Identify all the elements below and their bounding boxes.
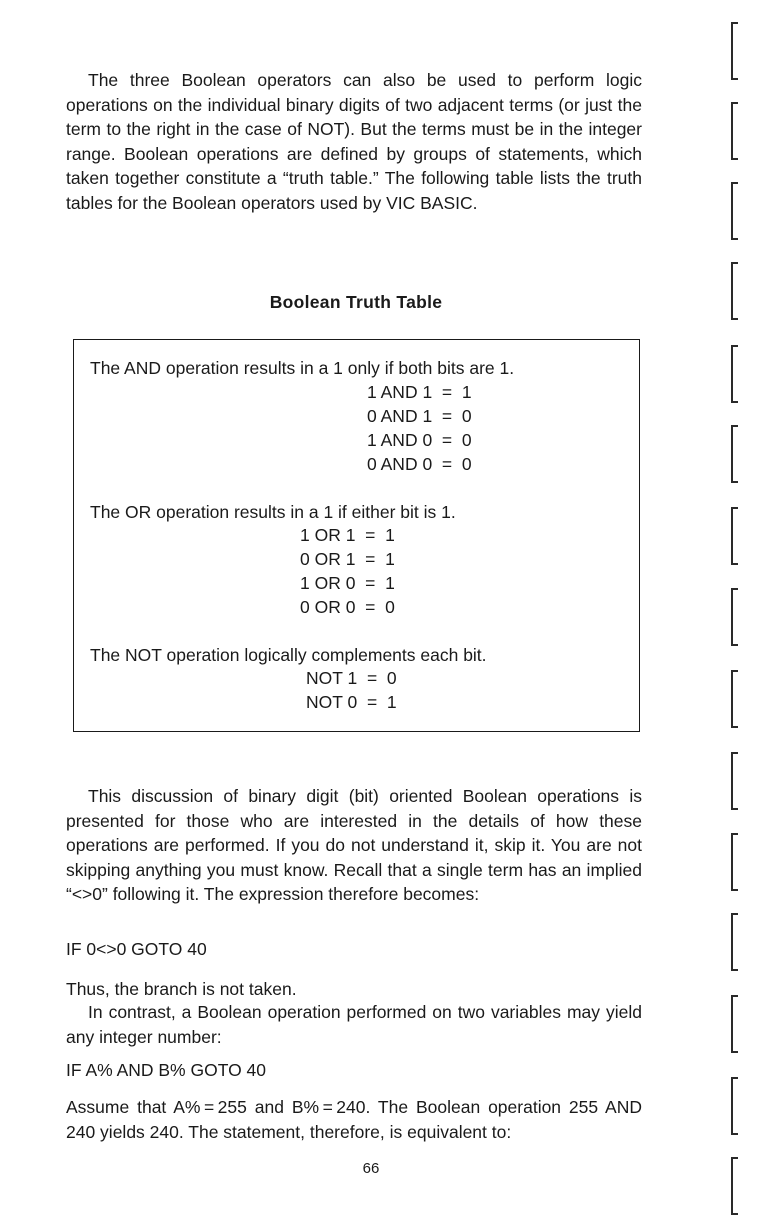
margin-tab	[731, 670, 738, 728]
table-title: Boolean Truth Table	[269, 292, 443, 312]
margin-tab	[731, 1157, 738, 1215]
or-description: The OR operation results in a 1 if either bit is 1.	[90, 502, 456, 522]
not-row: NOT 0 = 1	[306, 692, 397, 712]
thus-line: Thus, the branch is not taken.	[66, 979, 297, 999]
margin-tab	[731, 995, 738, 1053]
or-row: 0 OR 1 = 1	[300, 549, 395, 569]
truth-table-box	[73, 339, 640, 732]
margin-tab	[731, 913, 738, 971]
and-description: The AND operation results in a 1 only if both bits are 1.	[90, 358, 515, 378]
intro-paragraph: The three Boolean operators can also be used to perform logic operations on the individual binary digits of two adjacent terms (or just the term to the right in the case of NOT). But the terms must be in the integer range. Boolean operations are defined by groups of statements, which taken together constitute a “truth table.” The following table lists the truth tables for the Boolean operators used by VIC BASIC.	[66, 70, 642, 213]
assume-paragraph: Assume that A% = 255 and B% = 240. The Boolean operation 255 AND 240 yields 240. The statement, therefore, is equivalent to:	[66, 1097, 642, 1142]
margin-tab	[731, 102, 738, 160]
code-line-2: IF A% AND B% GOTO 40	[66, 1060, 267, 1080]
margin-tab	[731, 425, 738, 483]
margin-tab	[731, 182, 738, 240]
or-row: 1 OR 1 = 1	[300, 525, 395, 545]
contrast-paragraph: In contrast, a Boolean operation performed on two variables may yield any integer number:	[66, 1002, 642, 1047]
margin-tab	[731, 22, 738, 80]
and-row: 1 AND 0 = 0	[367, 430, 472, 450]
discussion-paragraph: This discussion of binary digit (bit) oriented Boolean operations is presented for those who are interested in the details of how these operations are performed. If you do not understand it, skip it. You are not skipping anything you must know. Recall that a single term has an implied “<>0” following it. The expression therefore becomes:	[66, 786, 642, 904]
margin-tab	[731, 833, 738, 891]
not-description: The NOT operation logically complements each bit.	[90, 645, 487, 665]
margin-tab	[731, 507, 738, 565]
and-row: 0 AND 0 = 0	[367, 454, 472, 474]
not-row: NOT 1 = 0	[306, 668, 397, 688]
or-row: 1 OR 0 = 1	[300, 573, 395, 593]
and-row: 1 AND 1 = 1	[367, 382, 472, 402]
margin-tab	[731, 588, 738, 646]
code-line-1: IF 0<>0 GOTO 40	[66, 939, 207, 959]
margin-tab	[731, 1077, 738, 1135]
margin-tab	[731, 262, 738, 320]
or-row: 0 OR 0 = 0	[300, 597, 395, 617]
margin-tab	[731, 345, 738, 403]
margin-tab	[731, 752, 738, 810]
page-number: 66	[362, 1160, 380, 1177]
and-row: 0 AND 1 = 0	[367, 406, 472, 426]
